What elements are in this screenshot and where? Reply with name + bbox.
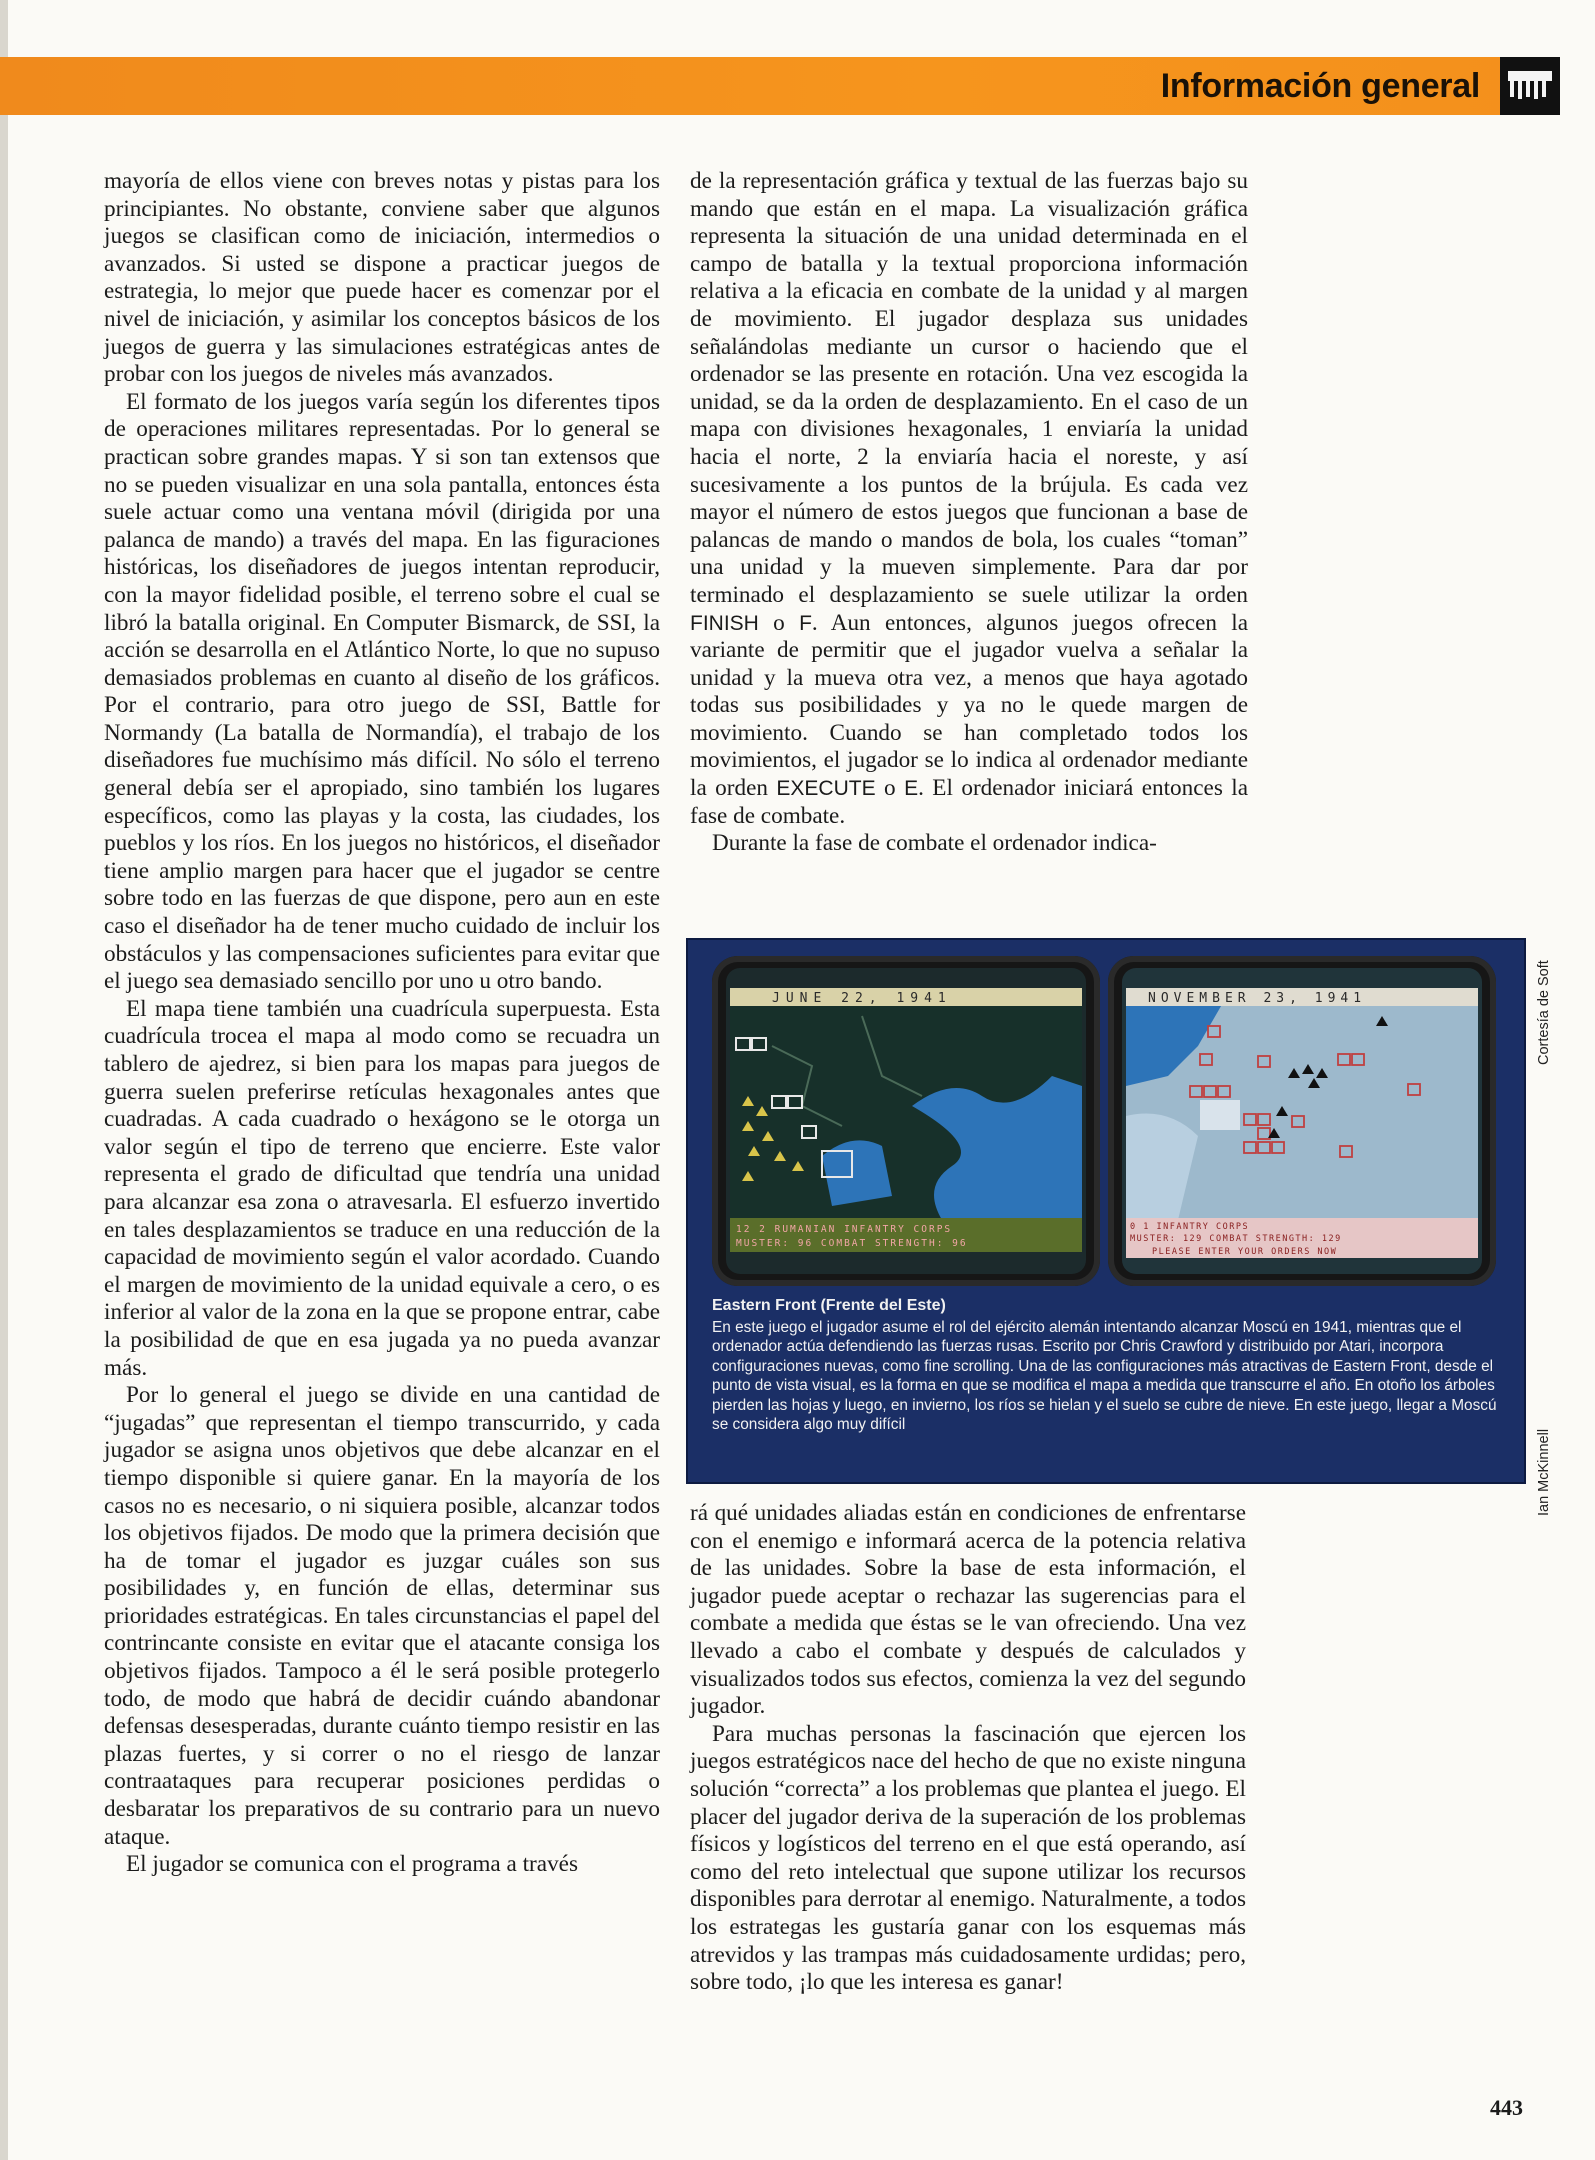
paragraph: El mapa tiene también una cuadrícula superpuesta. Esta cuadrícula trocea el mapa al modo como se recuadra un tablero de ajedrez, si bien para los mapas para juegos de guerra suelen preferirse retículas hexagonales antes que cuadradas. A cada cuadrado o hexágono se le otorga un valor según el tipo de terreno que encierre. Este valor representa el grado de dificultad que tendría una unidad para alcanzar esa zona o atravesarla. El esfuerzo invertido en tales desplazamientos se traduce en una reducción de la capacidad de movimiento según el valor acordado. Cuando el margen de movimiento de la unidad equivale a cero, o es inferior al valor de la zona en la que se propone entrar, cabe la posibilidad de que en esa jugada ya no pueda avanzar más. — [104, 995, 660, 1381]
paragraph: El jugador se comunica con el programa a través — [126, 1851, 578, 1878]
paragraph: rá qué unidades aliadas están en condiciones de enfrentarse con el enemigo e informará acerca de la potencia relativa de las unidades. Sobre la base de esta información, el jugador puede aceptar o rechazar las sugerencias para el combate a medida que éstas se le van ofreciendo. Una vez llevado a cabo el combate y después de calculados y visualizados todos sus efectos, comienza la vez del segundo jugador. — [690, 1500, 1246, 1720]
text-run: . Aun entonces, algunos juegos ofrecen la variante de permitir que el jugador vuelva a señalar la unidad y la mueva otra vez, a menos que haya agotado todas sus posibilidades y ya no le quede margen de movimiento. Cuando se han completado todos los movimientos, el jugador se lo indica al ordenador mediante la orden — [690, 609, 1249, 802]
section-title: Información general — [1160, 67, 1480, 105]
screenshot-november-1941 — [1108, 956, 1496, 1286]
text-run: de la representación gráfica y textual de las fuerzas bajo su mando que están en el mapa. La visualización gráfica representa la situación de una unidad determinada en el campo de batalla y la textual proporciona información relativa a la eficacia en combate de la unidad y al margen de movimiento. El jugador desplaza sus unidades señalándolas mediante un cursor o haciendo que el ordenador se las presente en rotación. Una vez escogida la unidad, se da la orden de desplazamiento. En el caso de un mapa con divisiones hexagonales, 1 enviaría la unidad hacia el norte, 2 la enviaría hacia el noreste, y así sucesivamente a los puntos de la brújula. Es cada vez mayor el número de estos juegos que funcionan a base de palancas de mando o mandos de bola, los cuales “toman” una unidad y la mueven simplemente. Para dar por terminado el desplazamiento se suele utilizar la orden — [690, 168, 1248, 608]
paragraph: El formato de los juegos varía según los diferentes tipos de operaciones militares representadas. Por lo general se practican sobre grandes mapas. Y si son tan extensos que no se pueden visualizar en una sola pantalla, entonces ésta suele actuar como una ventana móvil (dirigida por una palanca de mando) a través del mapa. En las figuraciones históricas, los diseñadores de juegos intentan reproducir, con la mayor fidelidad posible, el terreno sobre el cual se libró la batalla original. En Computer Bismarck, de SSI, la acción se desarrolla en el Atlántico Norte, lo que no supuso demasiados problemas en cuanto al diseño de los gráficos. Por el contrario, para otro juego de SSI, Battle for Normandy (La batalla de Normandía), el trabajo de los diseñadores fue muchísimo más difícil. No sólo el terreno general debía ser el apropiado, sino también los lugares específicos, como las playas y la costa, las ciudades, los pueblos y los ríos. En los juegos no históricos, el diseñador tiene amplio margen para hacer que el jugador se centre sobre todo en las fuerzas de que dispone, pero aun en este caso el diseñador ha de tener mucho cuidado de incluir los obstáculos y las compensaciones suficientes para evitar que el juego sea demasiado sencillo por uno u otro bando. — [104, 388, 660, 995]
page-number: 443 — [1490, 2095, 1523, 2120]
section-logo-icon — [1500, 57, 1560, 115]
paragraph: mayoría de ellos viene con breves notas y pistas para los principiantes. No obstante, conviene saber que algunos juegos se clasifican como de iniciación, intermedios o avanzados. Si usted se dispone a practicar juegos de estrategia, lo mejor que puede hacer es comenzar por el nivel de iniciación, y asimilar los conceptos básicos de los juegos de guerra y las simulaciones estratégicas antes de probar con los juegos de niveles más avanzados. — [104, 168, 660, 388]
text-run: o — [758, 609, 800, 636]
photo-credit-bottom: Ian McKinnell — [1536, 1428, 1552, 1516]
figure-caption-title: Eastern Front (Frente del Este) — [712, 1297, 946, 1314]
left-screen-status-unit: 12 2 RUMANIAN INFANTRY CORPS — [736, 1224, 953, 1235]
left-column — [104, 168, 660, 1879]
command-execute: EXECUTE — [776, 777, 876, 801]
left-screen-status-strength: MUSTER: 96 COMBAT STRENGTH: 96 — [736, 1238, 968, 1249]
right-screen-status-unit: 0 1 INFANTRY CORPS — [1130, 1222, 1250, 1232]
text-run: . El ordenador iniciará entonces la fase de combate. — [690, 775, 1249, 829]
paragraph: Para muchas personas la fascinación que ejercen los juegos estratégicos nace del hecho de que no existe ninguna solución “correcta” a los problemas que plantea el juego. El placer del jugador deriva de la superación de los problemas físicos y logísticos del terreno en el que está operando, así como del reto intelectual que supone utilizar los recursos disponibles para derrotar al enemigo. Naturalmente, a todos los estrategas les gustaría ganar con los esquemas más atrevidos y las trampas más cuidadosamente urdidas; pero, sobre todo, ¡lo que les interesa es ganar! — [690, 1720, 1246, 1996]
right-screen-status-strength: MUSTER: 129 COMBAT STRENGTH: 129 — [1130, 1234, 1342, 1244]
command-finish: FINISH — [690, 611, 759, 635]
game-screenshot-figure — [686, 938, 1526, 1484]
figure-caption — [712, 1296, 1512, 1435]
left-screen-date: JUNE 22, 1941 — [772, 991, 952, 1006]
section-header-band — [0, 57, 1560, 115]
paragraph: Por lo general el juego se divide en una cantidad de “jugadas” que representan el tiempo transcurrido, y cada jugador se asigna unos objetivos que debe alcanzar en el tiempo disponible si quiere ganar. En la mayoría de los casos no es necesario, o ni siquiera posible, alcanzar todos los objetivos fijados. De modo que la primera decisión que ha de tomar el jugador es juzgar cuáles son sus posibilidades y, en función de ellas, determinar sus prioridades estratégicas. En tales circunstancias el papel del contrincante consiste en evitar que el atacante consiga los objetivos fijados. Tampoco a él le será posible protegerlo todo, de modo que habrá de decidir cuándo abandonar defensas desesperadas, durante cuánto tiempo resistir en las plazas fuertes, y si correr o no el riesgo de lanzar contraataques para recuperar posiciones perdidas o desbaratar los preparativos de su contrario para un nuevo ataque. — [104, 1382, 660, 1850]
photo-credit-top: Cortesía de Soft — [1536, 960, 1552, 1065]
command-f: F — [799, 611, 812, 635]
paragraph: Durante la fase de combate el ordenador indica- — [712, 830, 1157, 857]
right-column-bottom — [690, 1500, 1246, 1997]
right-screen-prompt: PLEASE ENTER YOUR ORDERS NOW — [1152, 1247, 1338, 1257]
paragraph — [690, 168, 1248, 830]
figure-caption-text: En este juego el jugador asume el rol del ejército alemán intentando alcanzar Moscú en 1941, mientras que el ordenador actúa defendiendo las fuerzas rusas. Escrito por Chris Crawford y distribuido por Atari, incorpora configuraciones nuevas, como fine scrolling. Una de las configuraciones más atractivas de Eastern Front, desde el punto de vista visual, es la forma en que se modifica el mapa a medida que transcurre el año. En otoño los árboles pierden las hojas y luego, en invierno, los ríos se hielan y el suelo se cubre de nieve. En este juego, llegar a Moscú se considera algo muy difícil — [712, 1318, 1497, 1433]
command-e: E — [904, 777, 919, 801]
screenshot-june-1941 — [712, 956, 1100, 1286]
right-screen-date: NOVEMBER 23, 1941 — [1148, 991, 1367, 1006]
text-run: o — [875, 775, 905, 802]
right-column-top — [690, 168, 1248, 858]
page-edge — [0, 0, 8, 2160]
